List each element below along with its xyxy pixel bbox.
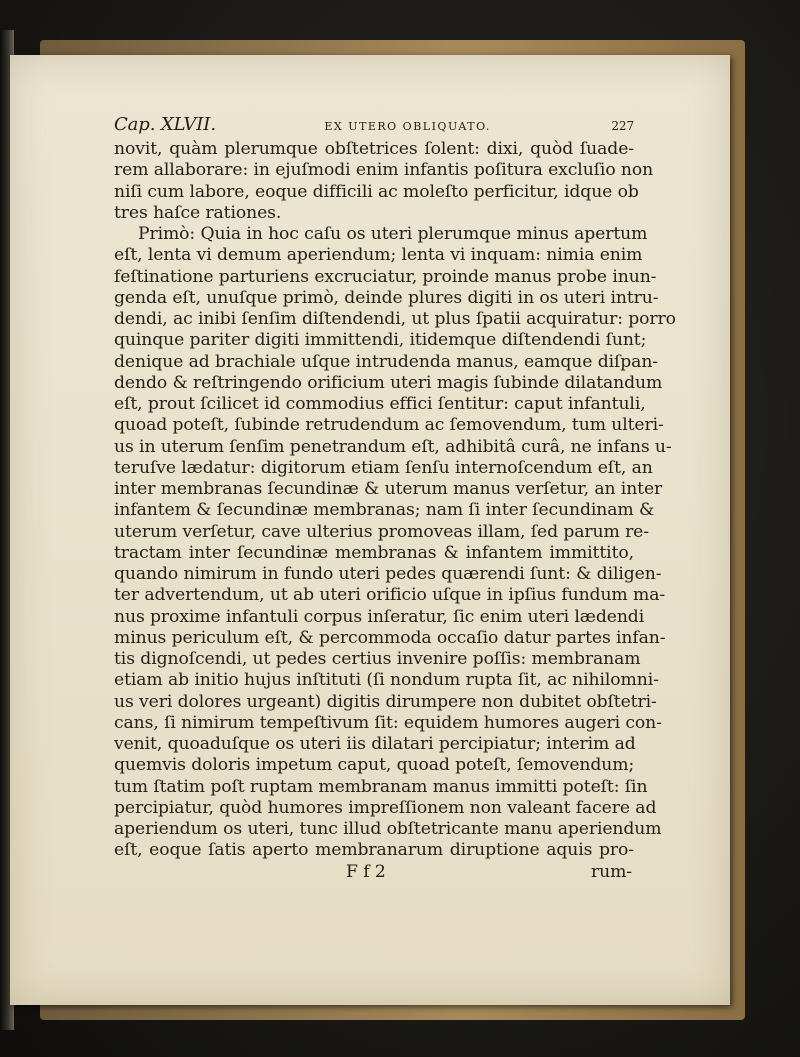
page-footer [114,862,634,883]
text-line: novit, quàm plerumque obſtetrices ſolent: dixi, quòd ſuade- [114,139,634,159]
text-line: uterum verſetur, cave ulterius promoveas illam, ſed parum re- [114,521,649,542]
text-line: quando nimirum in fundo uteri pedes quærendi ſunt: & diligen- [114,564,662,584]
text-line: venit, quoaduſque os uteri iis dilatari percipiatur; interim ad [114,734,636,754]
text-line: ter advertendum, ut ab uteri orificio uſque in ipſius fundum ma- [114,585,666,606]
text-line: etiam ab initio hujus inſtituti (ſi nondum rupta ſit, ac nihilomni- [114,670,659,691]
signature-mark: F f 2 [346,861,386,882]
text-line: infantem & ſecundinæ membranas; nam ſi inter ſecundinam & [114,500,655,521]
text-line: minus periculum eſt, & percommoda occaſio datur partes infan- [114,627,666,648]
text-line: Primò: Quia in hoc caſu os uteri plerumque minus apertum [138,224,648,244]
text-line: percipiatur, quòd humores impreſſionem non valeant facere ad [114,797,657,818]
text-line: dendi, ac inibi ſenſim diſtendendi, ut plus ſpatii acquiratur: porro [114,309,676,329]
text-line: eſt, lenta vi demum aperiendum; lenta vi inquam: nimia enim [114,245,643,266]
text-line: teruſve lædatur: digitorum etiam ſenſu internoſcendum eſt, an [114,457,653,478]
text-line: tum ſtatim poſt ruptam membranam manus immitti poteſt: ſin [114,776,648,797]
text-line: quinque pariter digiti immittendi, itidemque diſtendendi ſunt; [114,330,647,351]
text-line: aperiendum os uteri, tunc illud obſtetricante manu aperiendum [114,819,662,839]
text-line: tractam inter ſecundinæ membranas & infantem immittito, [114,542,634,563]
text-line: genda eſt, unuſque primò, deinde plures digiti in os uteri intru- [114,287,659,308]
page-number: 227 [611,119,634,133]
text-line: niſi cum labore, eoque difficili ac moleſto perficitur, idque ob [114,181,639,202]
text-line: dendo & reſtringendo orificium uteri magis ſubinde dilatandum [114,372,663,393]
text-line: us veri dolores urgeant) digitis dirumpere non dubitet obſtetri- [114,691,657,712]
running-head [114,114,634,138]
catchword: rum- [591,861,632,882]
chapter-label: Cap. XLVII. [114,114,216,135]
text-line: rem allaborare: in ejuſmodi enim infantis poſitura excluſio non [114,160,654,181]
text-line: denique ad brachiale uſque intrudenda manus, eamque diſpan- [114,351,658,372]
page-text-block [114,114,676,883]
text-line: quemvis doloris impetum caput, quoad poteſt, ſemovendum; [114,755,635,776]
text-line: tis dignoſcendi, ut pedes certius invenire poſſis: membranam [114,649,641,669]
text-line: eſt, prout ſcilicet id commodius effici ſentitur: caput infantuli, [114,394,646,414]
text-line: feſtinatione parturiens excruciatur, proinde manus probe inun- [114,266,657,287]
text-line: cans, ſi nimirum tempeſtivum ſit: equidem humores augeri con- [114,712,662,733]
text-line: tres haſce rationes. [114,202,282,223]
text-line: nus proxime infantuli corpus inſeratur, ſic enim uteri lædendi [114,606,645,627]
running-title: EX UTERO OBLIQUATO. [324,120,491,133]
text-line: quoad poteſt, ſubinde retrudendum ac ſemovendum, tum ulteri- [114,415,664,436]
text-line: inter membranas ſecundinæ & uterum manus verſetur, an inter [114,479,663,499]
text-line: eſt, eoque ſatis aperto membranarum diruptione aquis pro- [114,840,634,861]
text-line: us in uterum ſenſim penetrandum eſt, adhibitâ curâ, ne infans u- [114,436,672,457]
